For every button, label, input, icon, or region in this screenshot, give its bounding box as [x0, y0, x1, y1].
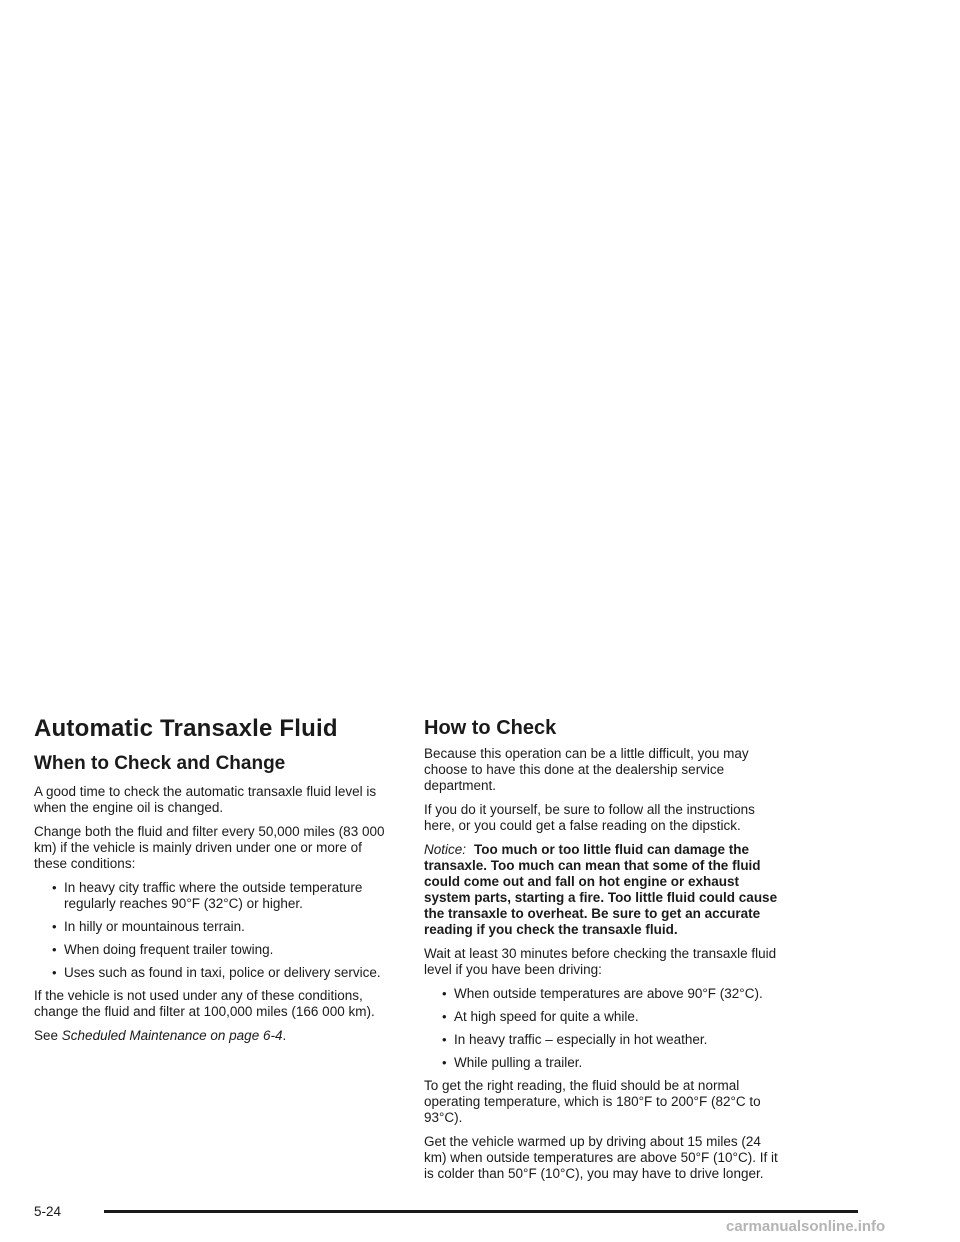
subsection-title-how-to-check: How to Check [424, 717, 557, 739]
bullet-icon: • [442, 986, 447, 1001]
list-item [34, 942, 394, 958]
section-title: Automatic Transaxle Fluid [34, 715, 338, 742]
notice-text: Too much or too little fluid can damage the transaxle. Too much can mean that some of the fluid could come out and fall on hot engine or exhaust system parts, starting a fire. Too little fluid could cause the transaxle to overheat. Be sure to get an accurate reading if you check the transaxle fluid. [424, 842, 778, 937]
list-item-text: In hilly or mountainous terrain. [64, 919, 245, 934]
list-item-text: Uses such as found in taxi, police or delivery service. [64, 965, 381, 980]
notice [424, 842, 784, 938]
bullet-icon: • [442, 1055, 447, 1070]
list-item-text: When outside temperatures are above 90°F (32°C). [454, 986, 763, 1001]
see-prefix: See [34, 1028, 59, 1043]
see-reference [34, 1028, 394, 1044]
right-column [424, 714, 784, 1190]
paragraph-good-time: A good time to check the automatic transaxle fluid level is when the engine oil is changed. [34, 784, 377, 815]
footer-rule [104, 1210, 858, 1213]
watermark: carmanualsonline.info [726, 1218, 886, 1235]
list-item [34, 965, 394, 981]
subsection-title-when-to-check: When to Check and Change [34, 753, 286, 774]
bullet-icon: • [442, 1009, 447, 1024]
list-item [424, 1009, 784, 1025]
paragraph-right-reading: To get the right reading, the fluid should be at normal operating temperature, which is 180°F to 200°F (82°C to 93°C). [424, 1078, 761, 1125]
driving-conditions-list [424, 986, 784, 1071]
see-suffix: . [282, 1028, 287, 1043]
list-item [424, 1032, 784, 1048]
page-number: 5-24 [34, 1204, 62, 1219]
list-item [34, 880, 394, 912]
paragraph-difficult: Because this operation can be a little difficult, you may choose to have this done at the dealership service department. [424, 746, 749, 793]
paragraph-do-it-yourself: If you do it yourself, be sure to follow all the instructions here, or you could get a false reading on the dipstick. [424, 802, 755, 833]
bullet-icon: • [52, 919, 57, 934]
bullet-icon: • [52, 942, 57, 957]
notice-label: Notice: [424, 842, 467, 857]
list-item-text: At high speed for quite a while. [454, 1009, 639, 1024]
paragraph-wait: Wait at least 30 minutes before checking the transaxle fluid level if you have been driving: [424, 946, 777, 977]
list-item [424, 1055, 784, 1071]
list-item-text: In heavy traffic – especially in hot weather. [454, 1032, 708, 1047]
bullet-icon: • [442, 1032, 447, 1047]
paragraph-change-fluid: Change both the fluid and filter every 50,000 miles (83 000 km) if the vehicle is mainly driven under one or more of these conditions: [34, 824, 385, 871]
left-column [34, 714, 394, 1052]
list-item [424, 986, 784, 1002]
list-item-text: While pulling a trailer. [454, 1055, 583, 1070]
conditions-list [34, 880, 394, 981]
list-item-text: When doing frequent trailer towing. [64, 942, 274, 957]
paragraph-warm-up: Get the vehicle warmed up by driving about 15 miles (24 km) when outside temperatures are above 50°F (10°C). If it is colder than 50°F (10°C), you may have to drive longer. [424, 1134, 778, 1181]
paragraph-not-used: If the vehicle is not used under any of these conditions, change the fluid and filter at 100,000 miles (166 000 km). [34, 988, 375, 1019]
list-item-text: In heavy city traffic where the outside temperature regularly reaches 90°F (32°C) or higher. [64, 880, 363, 911]
scheduled-maintenance-link[interactable]: Scheduled Maintenance on page 6-4 [61, 1028, 283, 1043]
list-item [34, 919, 394, 935]
bullet-icon: • [52, 965, 57, 980]
bullet-icon: • [52, 880, 57, 895]
